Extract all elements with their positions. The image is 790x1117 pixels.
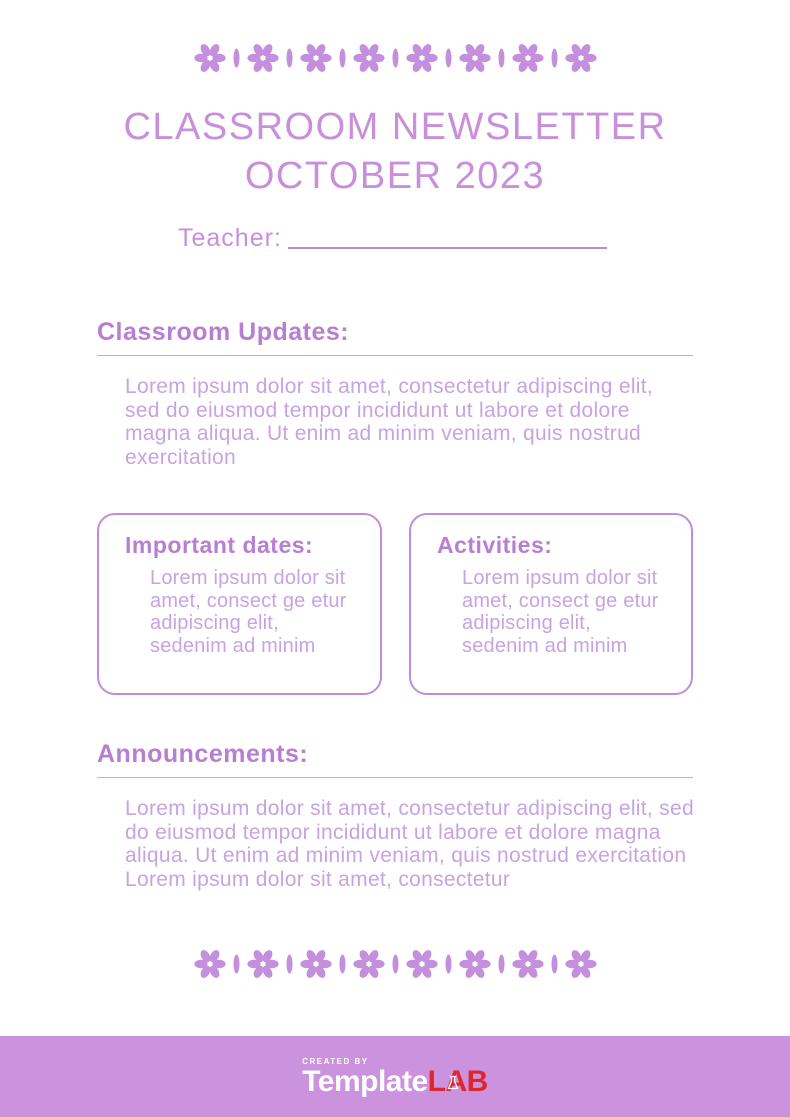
flower-icon <box>406 948 438 980</box>
title-line-2: OCTOBER 2023 <box>244 155 546 197</box>
brand-wordmark <box>302 1064 488 1098</box>
newsletter-title <box>0 103 790 201</box>
important-dates-body: Lorem ipsum dolor sit amet, consect ge etur adipiscing elit, sedenim ad minim <box>150 567 347 657</box>
flask-icon <box>447 1075 459 1091</box>
flower-icon <box>459 948 491 980</box>
petal-separator-icon <box>550 44 559 72</box>
petal-separator-icon <box>550 950 559 978</box>
classroom-updates-heading: Classroom Updates: <box>97 318 350 346</box>
flower-border-bottom <box>0 948 790 980</box>
petal-separator-icon <box>391 44 400 72</box>
classroom-updates-divider <box>97 355 693 356</box>
flower-icon <box>300 42 332 74</box>
flower-icon <box>565 948 597 980</box>
flower-icon <box>353 42 385 74</box>
flower-border-top <box>0 42 790 74</box>
flower-icon <box>194 948 226 980</box>
petal-separator-icon <box>497 44 506 72</box>
petal-separator-icon <box>232 950 241 978</box>
flower-icon <box>459 42 491 74</box>
brand-template-text: Template <box>302 1064 428 1098</box>
activities-body: Lorem ipsum dolor sit amet, consect ge etur adipiscing elit, sedenim ad minim <box>462 567 659 657</box>
classroom-updates-body: Lorem ipsum dolor sit amet, consectetur adipiscing elit, sed do eiusmod tempor incididunt ut labore et dolore magna aliqua. Ut enim ad minim veniam, quis nostrud exercitation <box>125 375 654 469</box>
petal-separator-icon <box>444 950 453 978</box>
important-dates-heading: Important dates: <box>125 532 314 558</box>
petal-separator-icon <box>338 44 347 72</box>
activities-card <box>409 513 693 695</box>
created-by-label: CREATED BY <box>302 1056 369 1066</box>
title-line-1: CLASSROOM NEWSLETTER <box>123 106 667 148</box>
brand-lab-text: LAB <box>427 1064 488 1098</box>
flower-icon <box>512 42 544 74</box>
petal-separator-icon <box>285 950 294 978</box>
announcements-body: Lorem ipsum dolor sit amet, consectetur adipiscing elit, sed do eiusmod tempor incididunt ut labore et dolore magna aliqua. Ut enim ad minim veniam, quis nostrud exercitation Lorem ipsum dolor sit amet, consectetur <box>125 797 694 891</box>
petal-separator-icon <box>285 44 294 72</box>
flower-icon <box>565 42 597 74</box>
important-dates-card <box>97 513 382 695</box>
flower-icon <box>300 948 332 980</box>
templatelab-logo <box>302 1057 488 1097</box>
petal-separator-icon <box>232 44 241 72</box>
petal-separator-icon <box>444 44 453 72</box>
announcements-heading: Announcements: <box>97 740 309 768</box>
activities-heading: Activities: <box>437 532 553 558</box>
flower-icon <box>353 948 385 980</box>
flower-icon <box>406 42 438 74</box>
petal-separator-icon <box>338 950 347 978</box>
announcements-divider <box>97 777 693 778</box>
petal-separator-icon <box>497 950 506 978</box>
petal-separator-icon <box>391 950 400 978</box>
flower-icon <box>247 948 279 980</box>
teacher-label: Teacher: <box>178 224 282 252</box>
flower-icon <box>247 42 279 74</box>
flower-icon <box>512 948 544 980</box>
footer-bar <box>0 1036 790 1117</box>
teacher-fill-in-line <box>288 247 607 249</box>
flower-icon <box>194 42 226 74</box>
